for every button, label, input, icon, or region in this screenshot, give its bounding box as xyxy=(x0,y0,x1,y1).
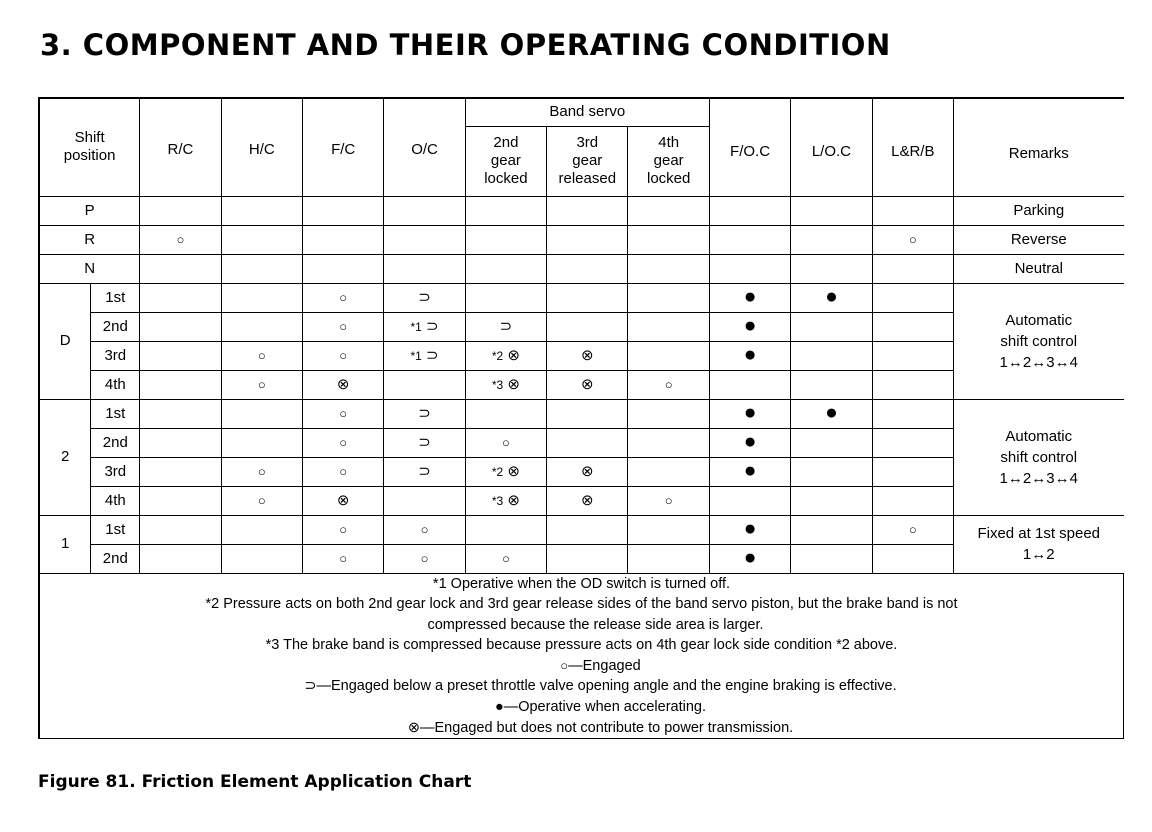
band-2nd-l3: locked xyxy=(484,170,528,187)
position-d: D xyxy=(39,283,91,399)
band-3rd-l3: released xyxy=(558,170,617,187)
col-header-loc: L/O.C xyxy=(791,98,872,196)
note-3-mark: *3 xyxy=(265,637,280,654)
band-4th-l3: locked xyxy=(646,170,691,187)
engaged-symbol: ○ xyxy=(339,434,348,450)
gear-label: 2nd xyxy=(91,312,140,341)
gear-label: 4th xyxy=(91,486,140,515)
legend-operative-text: —Operative when accelerating. xyxy=(503,699,707,716)
engaged-below-symbol: ⊃ xyxy=(418,462,431,480)
engaged-below-symbol: ⊃ xyxy=(418,404,431,422)
table-row xyxy=(39,254,1124,283)
operative-symbol: ● xyxy=(743,458,757,482)
operative-symbol: ● xyxy=(743,284,757,308)
shift-header-line1: Shift xyxy=(74,129,105,147)
band-4th-gear-locked-header xyxy=(628,126,709,196)
band-4th-l2: gear xyxy=(653,152,684,169)
note-2-continued: compressed because the release side area is larger. xyxy=(427,616,764,633)
engaged-symbol: ○ xyxy=(339,289,348,305)
engaged-symbol: ○ xyxy=(339,521,348,537)
col-header-oc: O/C xyxy=(384,98,465,196)
engaged-symbol: ○ xyxy=(501,434,510,450)
note-3 xyxy=(40,635,1123,656)
note-3-text: The brake band is compressed because pressure acts on 4th gear lock side condition *2 above. xyxy=(283,637,898,654)
engaged-symbol: ○ xyxy=(339,463,348,479)
notes-row xyxy=(39,573,1124,739)
remark-auto-l3: 1↔2↔3↔4 xyxy=(999,353,1078,371)
note-1-mark: *1 xyxy=(432,575,447,592)
engaged-below-symbol: ⊃ xyxy=(418,433,431,451)
position-2: 2 xyxy=(39,399,91,515)
engaged-symbol: ○ xyxy=(664,492,673,508)
position-1: 1 xyxy=(39,515,91,573)
figure-caption: Figure 81. Friction Element Application Chart xyxy=(38,772,472,792)
col-header-lrb: L&R/B xyxy=(872,98,953,196)
engaged-symbol: ○ xyxy=(420,521,429,537)
col-header-fc: F/C xyxy=(302,98,383,196)
band-servo-header: Band servo xyxy=(465,98,709,126)
engaged-symbol: ○ xyxy=(560,657,569,673)
band-3rd-gear-released-header xyxy=(547,126,628,196)
note-ref: *1 xyxy=(410,348,422,363)
legend-engaged xyxy=(40,656,1123,677)
band-3rd-l1: 3rd xyxy=(576,134,599,151)
note-ref: *2 xyxy=(491,464,504,479)
band-2nd-l1: 2nd xyxy=(493,134,519,151)
engaged-below-symbol: ⊃ xyxy=(418,288,431,306)
operative-symbol: ● xyxy=(825,400,838,424)
no-power-symbol: ⊗ xyxy=(507,491,520,509)
engaged-below-symbol: ⊃ xyxy=(426,346,439,364)
note-ref: *1 xyxy=(410,319,422,334)
no-power-symbol: ⊗ xyxy=(507,346,520,364)
remark-auto-l1: Automatic xyxy=(1005,427,1073,445)
engaged-symbol: ○ xyxy=(176,231,185,247)
note-2 xyxy=(40,594,1123,615)
gear-label: 3rd xyxy=(91,457,140,486)
legend-operative xyxy=(40,697,1123,718)
remark-fixed-1st xyxy=(953,515,1123,573)
operative-symbol: ● xyxy=(743,313,757,337)
col-header-remarks: Remarks xyxy=(953,98,1123,196)
table-row xyxy=(39,515,1124,544)
engaged-symbol: ○ xyxy=(420,550,429,566)
operative-symbol: ● xyxy=(743,400,757,424)
legend-no-power-text: —Engaged but does not contribute to power transmission. xyxy=(419,719,794,736)
remark-fixed-l1: Fixed at 1st speed xyxy=(977,525,1101,542)
remark-reverse: Reverse xyxy=(953,225,1123,254)
band-3rd-l2: gear xyxy=(572,152,603,169)
engaged-symbol: ○ xyxy=(257,492,266,508)
remark-parking: Parking xyxy=(953,196,1123,225)
no-power-symbol: ⊗ xyxy=(580,375,594,393)
no-power-symbol: ⊗ xyxy=(507,462,520,480)
operative-symbol: ● xyxy=(743,342,757,366)
operative-symbol: ● xyxy=(825,284,838,308)
no-power-symbol: ⊗ xyxy=(336,375,350,393)
col-header-foc: F/O.C xyxy=(709,98,790,196)
note-2-text: Pressure acts on both 2nd gear lock and 3rd gear release sides of the band servo piston, but the brake band is not xyxy=(223,596,958,613)
no-power-symbol: ⊗ xyxy=(580,462,594,480)
note-ref: *3 xyxy=(491,493,504,508)
no-power-symbol: ⊗ xyxy=(507,375,520,393)
gear-label: 1st xyxy=(91,399,140,428)
engaged-below-symbol: ⊃ xyxy=(304,678,317,695)
note-1-text: Operative when the OD switch is turned off. xyxy=(450,575,731,592)
operative-symbol: ● xyxy=(743,545,757,569)
remark-automatic-d xyxy=(953,283,1123,399)
position-r: R xyxy=(39,225,140,254)
note-2-mark: *2 xyxy=(205,596,220,613)
engaged-symbol: ○ xyxy=(339,318,348,334)
remark-auto-l1: Automatic xyxy=(1005,311,1073,329)
legend-engaged-below-text: —Engaged below a preset throttle valve opening angle and the engine braking is effective. xyxy=(316,678,897,695)
note-ref: *2 xyxy=(491,348,504,363)
legend-engaged-below xyxy=(40,676,1123,697)
engaged-symbol: ○ xyxy=(339,550,348,566)
table-row xyxy=(39,283,1124,312)
section-heading: 3. COMPONENT AND THEIR OPERATING CONDITION xyxy=(40,28,891,62)
band-2nd-l2: gear xyxy=(490,152,521,169)
header-row xyxy=(39,98,1124,126)
engaged-symbol: ○ xyxy=(908,231,917,247)
shift-header-line2: position xyxy=(63,147,116,165)
engaged-symbol: ○ xyxy=(664,376,673,392)
position-p: P xyxy=(39,196,140,225)
gear-label: 1st xyxy=(91,515,140,544)
no-power-symbol: ⊗ xyxy=(336,491,350,509)
gear-label: 2nd xyxy=(91,428,140,457)
remark-auto-l3: 1↔2↔3↔4 xyxy=(999,469,1078,487)
engaged-symbol: ○ xyxy=(257,376,266,392)
remark-fixed-l2: 1↔2 xyxy=(1022,546,1055,563)
no-power-symbol: ⊗ xyxy=(407,719,420,736)
gear-label: 1st xyxy=(91,283,140,312)
position-n: N xyxy=(39,254,140,283)
note-ref: *3 xyxy=(491,377,504,392)
remark-auto-l2: shift control xyxy=(1000,448,1078,466)
table-row xyxy=(39,196,1124,225)
no-power-symbol: ⊗ xyxy=(580,346,594,364)
friction-element-chart xyxy=(38,97,1124,739)
operative-symbol: ● xyxy=(743,516,757,540)
legend-no-power xyxy=(40,718,1123,739)
note-1 xyxy=(40,574,1123,595)
engaged-below-symbol: ⊃ xyxy=(499,317,513,335)
engaged-symbol: ○ xyxy=(908,521,917,537)
table-row xyxy=(39,225,1124,254)
remark-neutral: Neutral xyxy=(953,254,1123,283)
operative-symbol: ● xyxy=(494,699,504,716)
band-4th-l1: 4th xyxy=(658,134,680,151)
gear-label: 4th xyxy=(91,370,140,399)
engaged-symbol: ○ xyxy=(257,347,266,363)
notes-block xyxy=(39,573,1124,739)
no-power-symbol: ⊗ xyxy=(580,491,594,509)
engaged-symbol: ○ xyxy=(339,347,348,363)
band-2nd-gear-locked-header xyxy=(465,126,546,196)
table-row xyxy=(39,399,1124,428)
remark-automatic-2 xyxy=(953,399,1123,515)
col-header-hc: H/C xyxy=(221,98,302,196)
remark-auto-l2: shift control xyxy=(1000,332,1078,350)
engaged-below-symbol: ⊃ xyxy=(426,317,439,335)
gear-label: 2nd xyxy=(91,544,140,573)
engaged-symbol: ○ xyxy=(339,405,348,421)
legend-engaged-text: —Engaged xyxy=(568,657,641,674)
col-header-rc: R/C xyxy=(140,98,221,196)
engaged-symbol: ○ xyxy=(501,550,510,566)
gear-label: 3rd xyxy=(91,341,140,370)
operative-symbol: ● xyxy=(743,429,757,453)
engaged-symbol: ○ xyxy=(257,463,266,479)
shift-position-header xyxy=(39,98,140,196)
